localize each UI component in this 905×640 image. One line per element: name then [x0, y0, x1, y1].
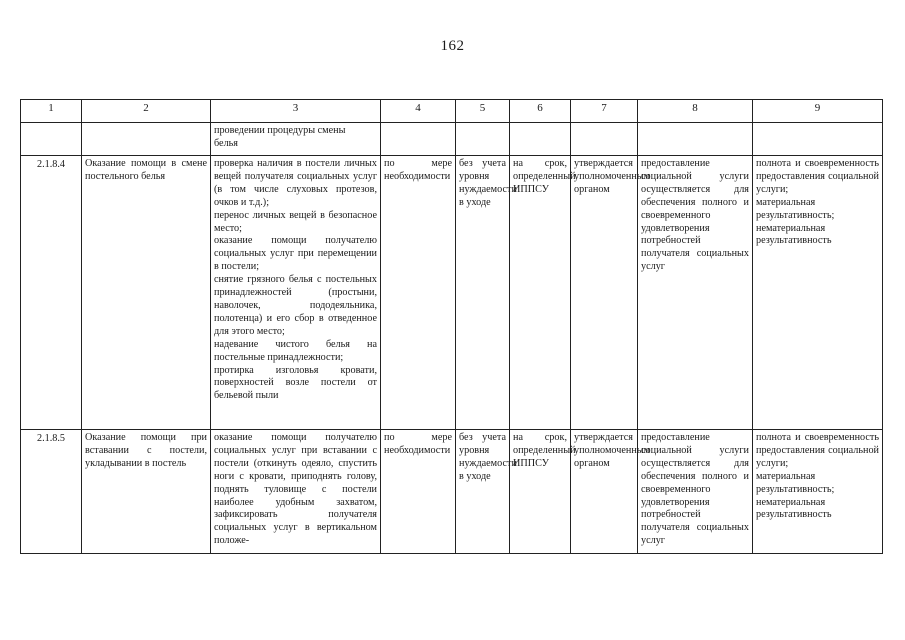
table-row	[21, 430, 883, 554]
service-unit: без учета уровня нуждаемости в уходе	[456, 430, 510, 554]
service-conditions: предоставление социальной услуги осуществляется для обеспечения полного и своевременного удовлетворения потребностей получателя социальных услуг	[638, 430, 753, 554]
service-term: на срок, определенный ИППСУ	[510, 430, 571, 554]
table-cell	[456, 123, 510, 156]
table-cell	[211, 123, 381, 156]
service-content-text: оказание помощи получателю социальных услуг при вставании с постели (откинуть одеяло, спустить ноги с кровати, приподнять голову, поднять туловище с постели наиболее удобным захватом, зафиксировать получателя социальных услуг в вертикальном положе-	[214, 432, 377, 547]
service-quality	[753, 430, 883, 554]
column-number-header-row	[21, 100, 883, 123]
services-table	[20, 99, 883, 554]
service-cost: утверждается уполномоченным органом	[571, 156, 638, 430]
service-cost: утверждается уполномоченным органом	[571, 430, 638, 554]
column-header: 8	[638, 100, 753, 123]
service-number: 2.1.8.4	[21, 156, 82, 430]
column-header: 3	[211, 100, 381, 123]
column-header: 5	[456, 100, 510, 123]
column-header: 6	[510, 100, 571, 123]
column-header: 1	[21, 100, 82, 123]
table-cell	[571, 123, 638, 156]
page-number: 162	[440, 38, 465, 54]
service-periodicity: по мере необходимости	[381, 430, 456, 554]
service-quality-text: полнота и своевременность предоставления социальной услуги; материальная результативность; нематериальная результативность	[756, 432, 879, 521]
service-quality-text: полнота и своевременность предоставления социальной услуги; материальная результативность; нематериальная результативность	[756, 158, 879, 247]
service-content	[211, 430, 381, 554]
table-cell	[82, 123, 211, 156]
column-header: 7	[571, 100, 638, 123]
continuation-text: проведении процедуры смены белья	[214, 125, 346, 149]
column-header: 4	[381, 100, 456, 123]
table-row	[21, 156, 883, 430]
table-cell	[638, 123, 753, 156]
service-content-text: проверка наличия в постели личных вещей получателя социальных услуг (в том числе слуховых протезов, очков и т.д.); перенос личных вещей в безопасное место; оказание помощи получателю социальных услуг при перемещении в постели; снятие грязного белья с постельных принадлежностей (простыни, наволочек, пододеяльника, полотенца) и его сбор в отведенное для этого место; надевание чистого белья на постельные принадлежности; протирка изголовья кровати, поверхностей возле постели от бельевой пыли	[214, 158, 377, 402]
service-name: Оказание помощи в смене постельного белья	[82, 156, 211, 430]
service-quality	[753, 156, 883, 430]
service-conditions: предоставление социальной услуги осуществляется для обеспечения полного и своевременного удовлетворения потребностей получателя социальных услуг	[638, 156, 753, 430]
continuation-row	[21, 123, 883, 156]
service-unit: без учета уровня нуждаемости в уходе	[456, 156, 510, 430]
service-term: на срок, определенный ИППСУ	[510, 156, 571, 430]
table-cell	[381, 123, 456, 156]
column-header: 2	[82, 100, 211, 123]
table-cell	[510, 123, 571, 156]
service-number: 2.1.8.5	[21, 430, 82, 554]
column-header: 9	[753, 100, 883, 123]
service-content	[211, 156, 381, 430]
service-periodicity: по мере необходимости	[381, 156, 456, 430]
service-name: Оказание помощи при вставании с постели, укладывании в постель	[82, 430, 211, 554]
table-cell	[21, 123, 82, 156]
table-cell	[753, 123, 883, 156]
